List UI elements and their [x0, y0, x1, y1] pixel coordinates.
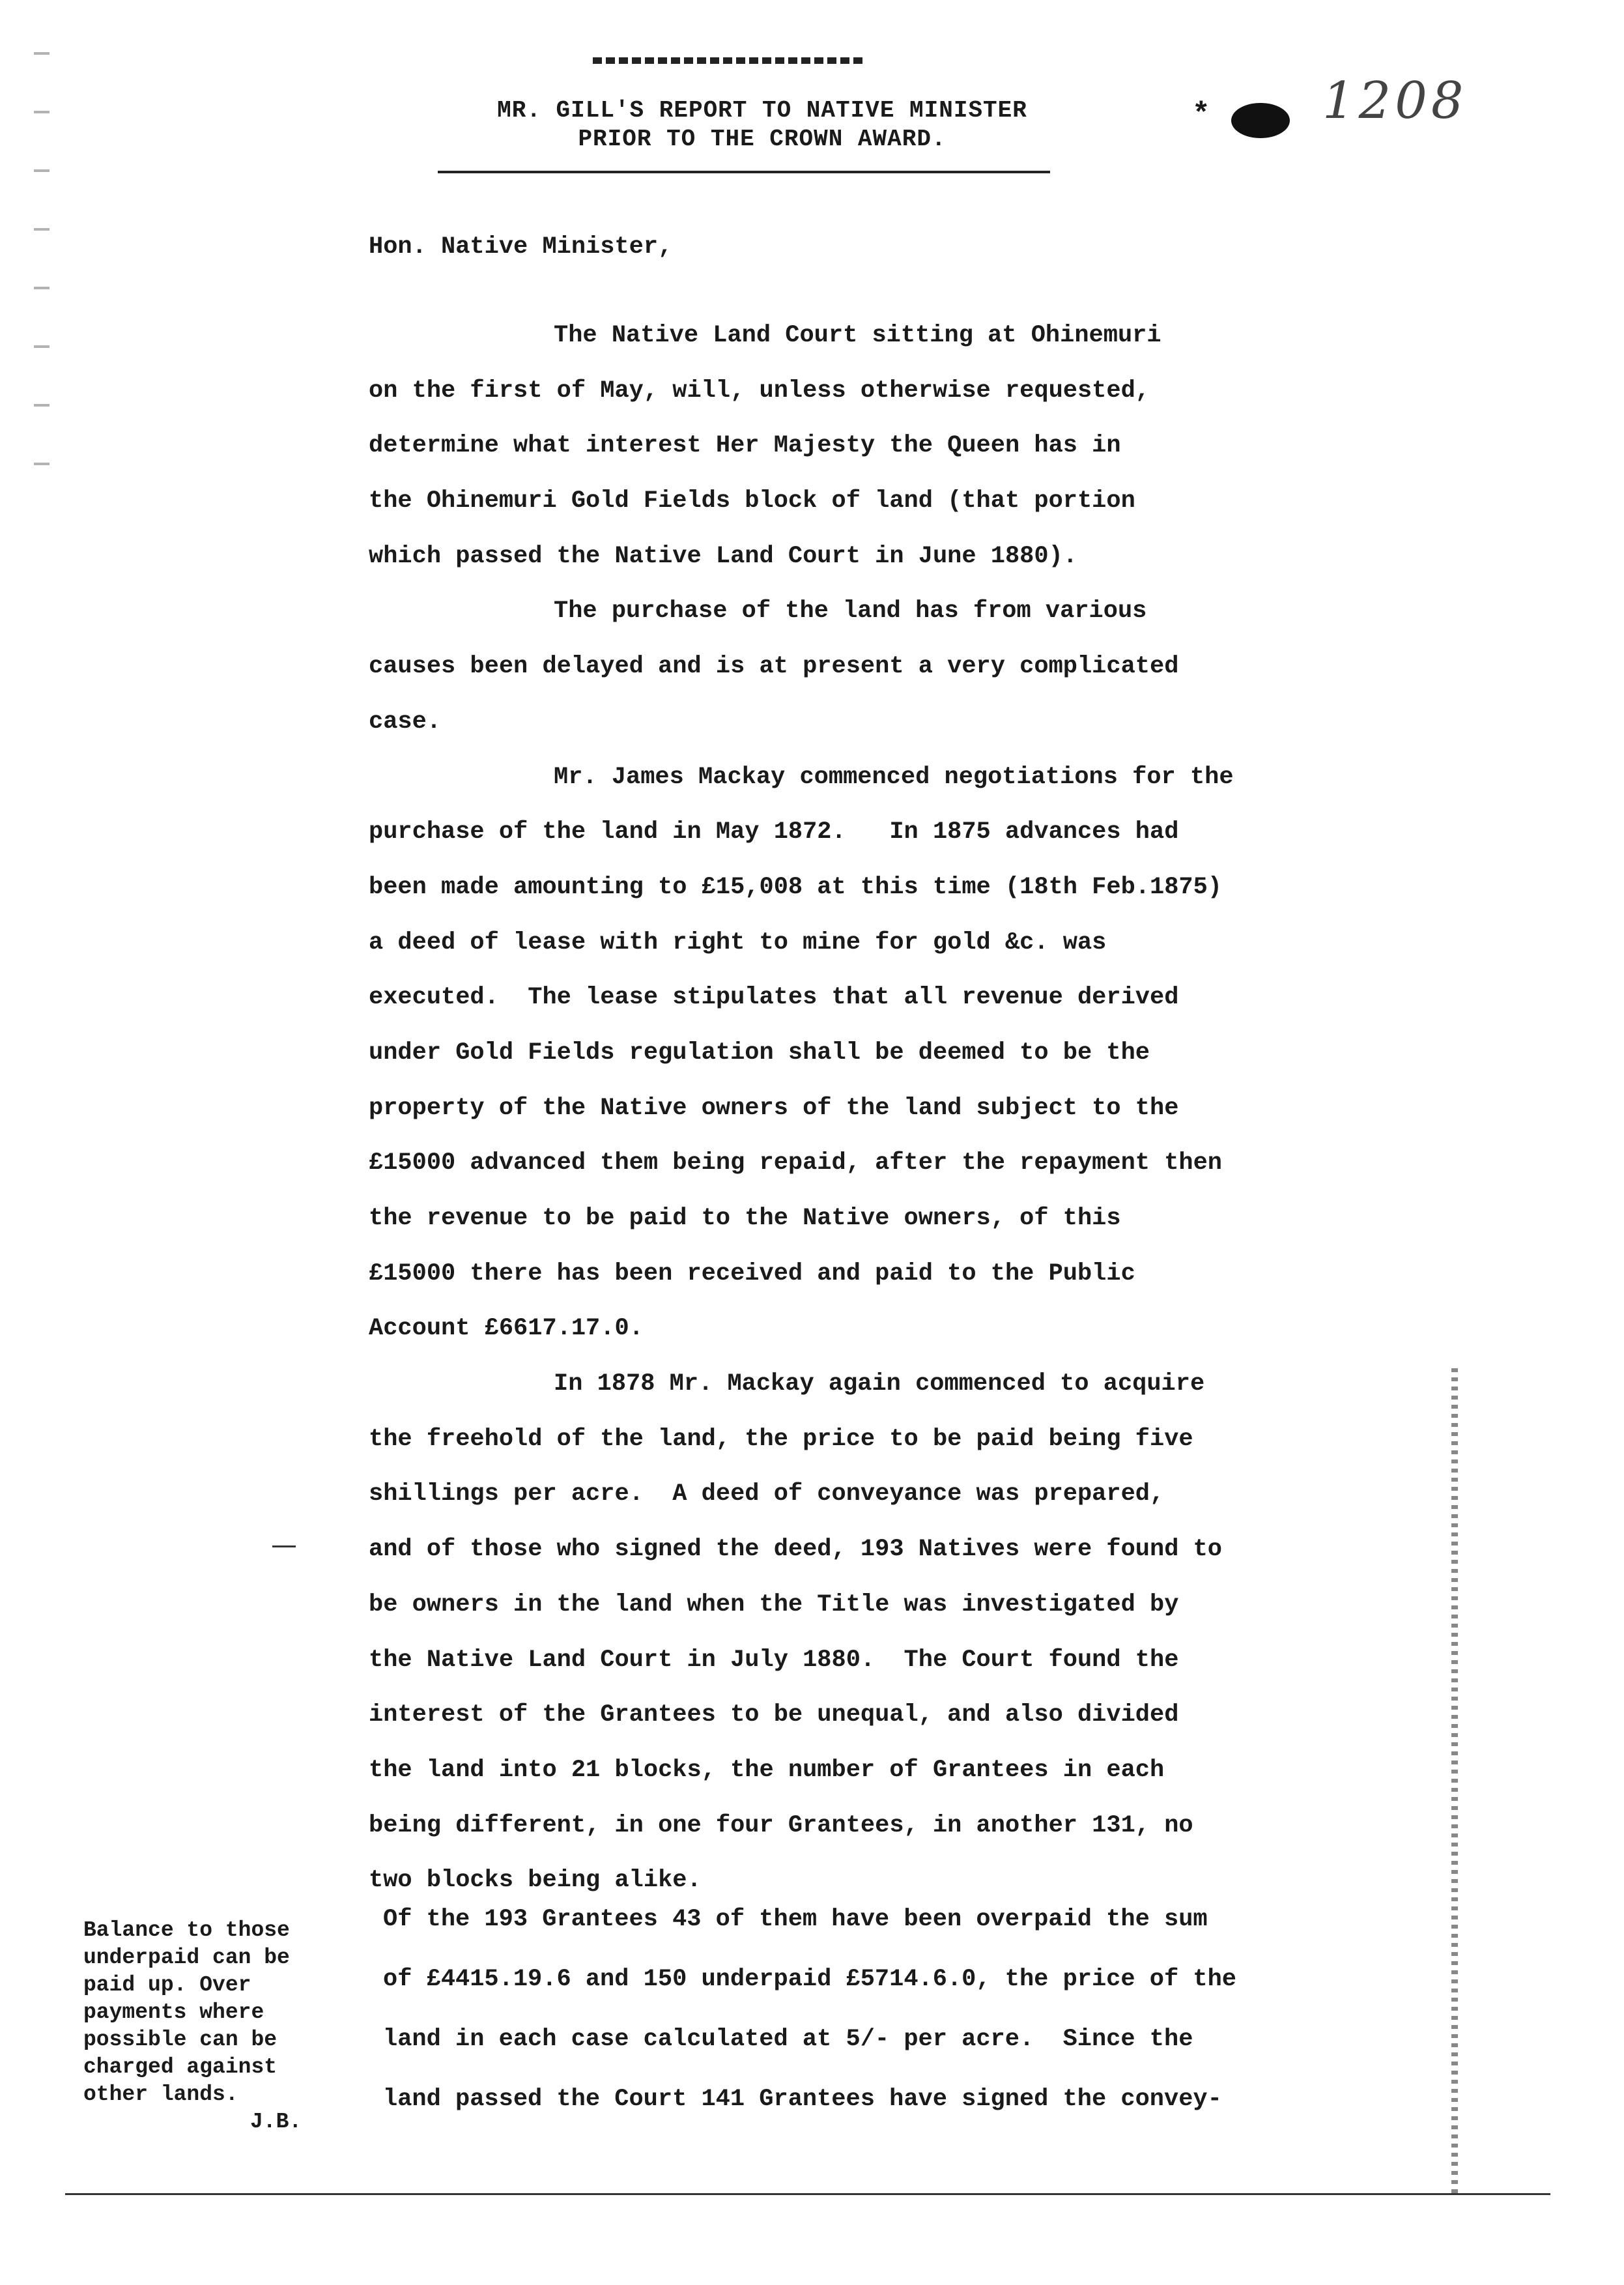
body-line: executed. The lease stipulates that all revenue derived [369, 984, 1179, 1012]
margin-dash [272, 1545, 296, 1547]
report-heading [404, 96, 1120, 154]
body-line: on the first of May, will, unless otherwise requested, [369, 377, 1150, 405]
margin-note-line: Balance to those [83, 1918, 290, 1942]
margin-note-line: paid up. Over [83, 1973, 251, 1997]
salutation: Hon. Native Minister, [369, 233, 673, 261]
handwritten-page-number: 1208 [1322, 72, 1468, 130]
body-line: land passed the Court 141 Grantees have signed the convey- [383, 2086, 1222, 2113]
body-line: being different, in one four Grantees, in another 131, no [369, 1811, 1193, 1839]
body-line: Account £6617.17.0. [369, 1315, 644, 1343]
body-line: be owners in the land when the Title was investigated by [369, 1590, 1179, 1618]
margin-note [83, 1917, 357, 2136]
heading-line-2: PRIOR TO THE CROWN AWARD. [578, 126, 947, 152]
report-body-continued [383, 1900, 1425, 2140]
body-line: shillings per acre. A deed of conveyance was prepared, [369, 1480, 1165, 1508]
top-dash-rule [593, 57, 866, 64]
body-line: under Gold Fields regulation shall be deemed to be the [369, 1039, 1150, 1067]
body-line: a deed of lease with right to mine for gold &c. was [369, 928, 1107, 956]
body-line: In 1878 Mr. Mackay again commenced to acquire [554, 1370, 1205, 1398]
body-line: purchase of the land in May 1872. In 1875 advances had [369, 818, 1179, 846]
body-line: Of the 193 Grantees 43 of them have been overpaid the sum [383, 1906, 1208, 1933]
body-line: interest of the Grantees to be unequal, and also divided [369, 1701, 1179, 1729]
body-line: £15000 there has been received and paid to the Public [369, 1259, 1135, 1287]
body-line: and of those who signed the deed, 193 Natives were found to [369, 1536, 1223, 1564]
ink-blot-mark [1231, 103, 1290, 138]
margin-note-initials: J.B. [250, 2110, 302, 2134]
body-line: the revenue to be paid to the Native owners, of this [369, 1205, 1121, 1232]
body-line: two blocks being alike. [369, 1867, 702, 1895]
margin-note-line: underpaid can be [83, 1946, 290, 1970]
margin-note-line: other lands. [83, 2082, 238, 2106]
body-line: case. [369, 708, 442, 736]
body-line: land in each case calculated at 5/- per acre. Since the [383, 2026, 1193, 2053]
body-line: The Native Land Court sitting at Ohinemuri [554, 322, 1161, 349]
body-line: £15000 advanced them being repaid, after the repayment then [369, 1149, 1223, 1177]
heading-underline [438, 171, 1050, 173]
body-line: which passed the Native Land Court in June 1880). [369, 542, 1077, 570]
body-line: the Ohinemuri Gold Fields block of land (that portion [369, 487, 1135, 515]
body-line: Mr. James Mackay commenced negotiations for the [554, 763, 1234, 791]
body-line: the Native Land Court in July 1880. The Court found the [369, 1646, 1179, 1674]
body-line: causes been delayed and is at present a very complicated [369, 653, 1179, 681]
body-line: of £4415.19.6 and 150 underpaid £5714.6.0, the price of the [383, 1966, 1237, 1993]
body-line: been made amounting to £15,008 at this time (18th Feb.1875) [369, 873, 1223, 901]
heading-line-1: MR. GILL'S REPORT TO NATIVE MINISTER [497, 97, 1027, 124]
body-line: the land into 21 blocks, the number of Grantees in each [369, 1756, 1165, 1784]
report-body [369, 316, 1411, 1916]
scan-edge-specks [34, 52, 50, 521]
body-line: The purchase of the land has from various [554, 597, 1147, 625]
body-line: the freehold of the land, the price to be paid being five [369, 1425, 1193, 1453]
asterisk-mark: * [1192, 98, 1210, 132]
bottom-rule [65, 2193, 1550, 2195]
margin-note-line: possible can be [83, 2028, 278, 2052]
body-line: determine what interest Her Majesty the Queen has in [369, 432, 1121, 460]
body-line: property of the Native owners of the land subject to the [369, 1094, 1179, 1122]
margin-note-line: payments where [83, 2000, 264, 2024]
margin-note-line: charged against [83, 2055, 278, 2079]
scan-edge-right [1451, 1368, 1458, 2196]
